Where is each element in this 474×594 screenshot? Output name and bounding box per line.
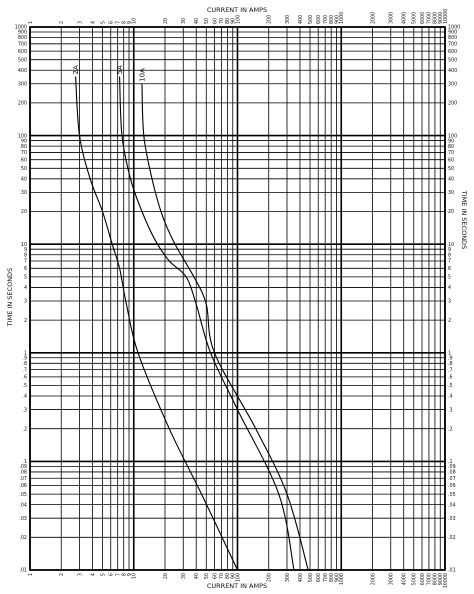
x-tick-label-top: 1 xyxy=(28,20,34,24)
y-tick-label-left: 700 xyxy=(17,42,27,48)
x-tick-label-bottom: 10000 xyxy=(443,573,449,589)
x-tick-label-bottom: 100 xyxy=(236,573,242,583)
y-tick-label-right: .4 xyxy=(448,394,453,400)
y-tick-label-right: .7 xyxy=(448,368,453,374)
x-tick-label-top: 600 xyxy=(317,14,323,24)
y-tick-label-right: 300 xyxy=(448,82,458,88)
y-tick-label-right: 90 xyxy=(448,139,455,145)
y-tick-label-right: 30 xyxy=(448,191,455,197)
y-tick-label-left: 3 xyxy=(23,299,27,305)
y-tick-label-left: 200 xyxy=(17,101,27,107)
x-tick-label-top: 40 xyxy=(195,17,201,24)
y-tick-label-right: 3 xyxy=(448,299,452,305)
y-tick-label-left: .05 xyxy=(19,492,27,498)
y-tick-label-right: .5 xyxy=(448,384,453,390)
y-tick-label-left: 5 xyxy=(23,275,27,281)
y-tick-label-left: 70 xyxy=(20,151,27,157)
x-tick-label-top: 3000 xyxy=(389,11,395,24)
y-tick-label-left: 4 xyxy=(23,286,27,292)
x-tick-label-bottom: 300 xyxy=(285,573,291,583)
x-tick-label-bottom: 50 xyxy=(205,573,211,580)
y-tick-label-left: .06 xyxy=(19,484,27,490)
y-tick-label-left: 60 xyxy=(20,158,27,164)
y-tick-label-right: .04 xyxy=(448,503,456,509)
x-tick-label-bottom: 7 xyxy=(116,573,122,577)
y-tick-label-left: .08 xyxy=(19,470,27,476)
x-tick-label-top: 8 xyxy=(122,20,128,24)
y-tick-label-right: .08 xyxy=(448,470,456,476)
y-tick-label-left: .04 xyxy=(19,503,27,509)
y-tick-label-right: 60 xyxy=(448,158,455,164)
right-axis-title: TIME IN SECONDS xyxy=(460,190,468,250)
y-tick-label-right: 100 xyxy=(448,134,458,140)
x-tick-label-bottom: 8 xyxy=(122,573,128,577)
y-tick-label-left: 30 xyxy=(20,191,27,197)
x-tick-label-bottom: 2 xyxy=(60,573,66,577)
y-tick-label-right: 600 xyxy=(448,49,458,55)
x-tick-label-top: 70 xyxy=(220,17,226,24)
x-tick-label-bottom: 700 xyxy=(323,573,329,583)
y-tick-label-left: 800 xyxy=(17,36,27,42)
x-tick-label-bottom: 90 xyxy=(231,573,237,580)
x-tick-label-top: 90 xyxy=(231,17,237,24)
x-tick-label-top: 60 xyxy=(213,17,219,24)
x-tick-label-bottom: 9 xyxy=(127,573,133,577)
y-tick-label-right: .05 xyxy=(448,492,456,498)
x-tick-label-top: 4000 xyxy=(402,11,408,24)
y-tick-label-left: 80 xyxy=(20,144,27,150)
y-tick-label-right: 800 xyxy=(448,36,458,42)
x-tick-label-top: 2 xyxy=(60,20,66,24)
x-tick-label-top: 900 xyxy=(335,14,341,24)
y-tick-label-right: 2 xyxy=(448,318,452,324)
x-tick-label-top: 5000 xyxy=(412,11,418,24)
x-tick-label-top: 700 xyxy=(323,14,329,24)
y-tick-label-right: 10 xyxy=(448,242,455,248)
left-axis-title: TIME IN SECONDS xyxy=(6,267,14,327)
x-tick-label-bottom: 4 xyxy=(91,573,97,577)
y-tick-label-right: 50 xyxy=(448,166,455,172)
x-tick-label-bottom: 200 xyxy=(267,573,273,583)
x-tick-label-top: 50 xyxy=(205,17,211,24)
y-tick-label-right: 1000 xyxy=(448,25,461,31)
y-tick-label-right: 7 xyxy=(448,259,452,265)
y-tick-label-right: .1 xyxy=(448,460,453,466)
top-axis-title: CURRENT IN AMPS xyxy=(206,6,268,14)
y-tick-label-right: 700 xyxy=(448,42,458,48)
y-tick-label-left: 7 xyxy=(23,259,27,265)
x-tick-label-bottom: 900 xyxy=(335,573,341,583)
y-tick-label-right: 6 xyxy=(448,266,452,272)
y-tick-label-right: .2 xyxy=(448,427,453,433)
y-tick-label-right: .8 xyxy=(448,362,453,368)
x-tick-label-top: 5 xyxy=(101,20,107,24)
y-tick-label-left: .4 xyxy=(22,394,27,400)
y-tick-label-right: 40 xyxy=(448,177,455,183)
y-tick-label-left: .07 xyxy=(19,476,27,482)
y-tick-label-right: .06 xyxy=(448,484,456,490)
x-tick-label-bottom: 80 xyxy=(226,573,232,580)
x-tick-label-bottom: 10 xyxy=(132,573,138,580)
x-tick-label-top: 2000 xyxy=(371,11,377,24)
x-tick-label-top: 10 xyxy=(132,17,138,24)
x-tick-label-top: 10000 xyxy=(443,8,449,24)
x-tick-label-bottom: 5000 xyxy=(412,573,418,586)
x-tick-label-top: 7000 xyxy=(427,11,433,24)
x-tick-label-top: 8000 xyxy=(433,11,439,24)
x-tick-label-bottom: 2000 xyxy=(371,573,377,586)
x-tick-label-top: 7 xyxy=(116,20,122,24)
y-tick-label-right: 500 xyxy=(448,58,458,64)
x-tick-label-top: 800 xyxy=(329,14,335,24)
y-tick-label-left: 600 xyxy=(17,49,27,55)
y-tick-label-left: .01 xyxy=(19,568,27,574)
y-tick-label-left: .09 xyxy=(19,465,27,471)
y-tick-label-right: .09 xyxy=(448,465,456,471)
y-tick-label-right: 1 xyxy=(448,351,452,357)
x-tick-label-bottom: 400 xyxy=(298,573,304,583)
x-tick-label-top: 9 xyxy=(127,20,133,24)
x-tick-label-bottom: 500 xyxy=(308,573,314,583)
x-tick-label-bottom: 20 xyxy=(163,573,169,580)
series-label-5a: 5A xyxy=(116,65,125,75)
y-tick-label-left: .9 xyxy=(22,356,27,362)
y-tick-label-right: .6 xyxy=(448,375,453,381)
x-tick-label-bottom: 7000 xyxy=(427,573,433,586)
y-tick-label-left: 6 xyxy=(23,266,27,272)
y-tick-label-left: 2 xyxy=(23,318,27,324)
y-tick-label-left: 500 xyxy=(17,58,27,64)
y-tick-label-right: 4 xyxy=(448,286,452,292)
y-tick-label-right: .03 xyxy=(448,516,456,522)
x-tick-label-bottom: 40 xyxy=(195,573,201,580)
x-tick-label-top: 6000 xyxy=(420,11,426,24)
y-tick-label-left: 100 xyxy=(17,134,27,140)
x-tick-label-top: 4 xyxy=(91,20,97,24)
y-tick-label-right: .02 xyxy=(448,536,456,542)
x-tick-label-bottom: 9000 xyxy=(439,573,445,586)
y-tick-label-left: 20 xyxy=(20,210,27,216)
y-tick-label-left: .3 xyxy=(22,408,27,414)
y-tick-label-right: 900 xyxy=(448,30,458,36)
y-tick-label-left: .7 xyxy=(22,368,27,374)
y-tick-label-right: 20 xyxy=(448,210,455,216)
x-tick-label-top: 9000 xyxy=(439,11,445,24)
y-tick-label-left: .5 xyxy=(22,384,27,390)
x-tick-label-bottom: 4000 xyxy=(402,573,408,586)
y-tick-label-left: 1000 xyxy=(14,25,27,31)
y-tick-label-right: 9 xyxy=(448,247,452,253)
x-tick-label-bottom: 6 xyxy=(109,573,115,577)
y-tick-label-left: 10 xyxy=(20,242,27,248)
y-tick-label-right: 400 xyxy=(448,68,458,74)
y-tick-label-right: 70 xyxy=(448,151,455,157)
x-tick-label-bottom: 1000 xyxy=(340,573,346,586)
y-tick-label-right: .07 xyxy=(448,476,456,482)
x-tick-label-top: 30 xyxy=(182,17,188,24)
y-tick-label-left: 1 xyxy=(23,351,27,357)
y-tick-label-right: .01 xyxy=(448,568,456,574)
x-tick-label-top: 3 xyxy=(78,20,84,24)
x-tick-label-bottom: 600 xyxy=(317,573,323,583)
y-tick-label-left: 400 xyxy=(17,68,27,74)
x-tick-label-top: 300 xyxy=(285,14,291,24)
x-tick-label-bottom: 30 xyxy=(182,573,188,580)
x-tick-label-top: 200 xyxy=(267,14,273,24)
x-tick-label-top: 80 xyxy=(226,17,232,24)
y-tick-label-right: 80 xyxy=(448,144,455,150)
x-tick-label-bottom: 60 xyxy=(213,573,219,580)
y-tick-label-left: 9 xyxy=(23,247,27,253)
series-label-2a: 2A xyxy=(72,65,81,75)
x-tick-label-bottom: 1 xyxy=(28,573,34,577)
x-tick-label-bottom: 5 xyxy=(101,573,107,577)
x-tick-label-top: 100 xyxy=(236,14,242,24)
y-tick-label-left: .1 xyxy=(22,460,27,466)
bottom-axis-title: CURRENT IN AMPS xyxy=(206,582,268,590)
y-tick-label-left: 300 xyxy=(17,82,27,88)
x-tick-label-bottom: 3 xyxy=(78,573,84,577)
x-tick-label-bottom: 8000 xyxy=(433,573,439,586)
x-tick-label-bottom: 3000 xyxy=(389,573,395,586)
y-tick-label-left: .02 xyxy=(19,536,27,542)
y-tick-label-right: 8 xyxy=(448,253,452,259)
x-tick-label-top: 6 xyxy=(109,20,115,24)
y-tick-label-left: 900 xyxy=(17,30,27,36)
x-tick-label-top: 500 xyxy=(308,14,314,24)
y-tick-label-left: .03 xyxy=(19,516,27,522)
y-tick-label-left: .6 xyxy=(22,375,27,381)
series-label-10a: 10A xyxy=(138,68,147,82)
y-tick-label-right: .3 xyxy=(448,408,453,414)
y-tick-label-left: .8 xyxy=(22,362,27,368)
x-tick-label-top: 20 xyxy=(163,17,169,24)
y-tick-label-left: 50 xyxy=(20,166,27,172)
y-tick-label-left: 90 xyxy=(20,139,27,145)
y-tick-label-right: .9 xyxy=(448,356,453,362)
x-tick-label-bottom: 6000 xyxy=(420,573,426,586)
x-tick-label-top: 1000 xyxy=(340,11,346,24)
y-tick-label-left: 40 xyxy=(20,177,27,183)
y-tick-label-left: 8 xyxy=(23,253,27,259)
y-tick-label-left: .2 xyxy=(22,427,27,433)
x-tick-label-top: 400 xyxy=(298,14,304,24)
x-tick-label-bottom: 800 xyxy=(329,573,335,583)
x-tick-label-bottom: 70 xyxy=(220,573,226,580)
y-tick-label-right: 200 xyxy=(448,101,458,107)
y-tick-label-right: 5 xyxy=(448,275,452,281)
